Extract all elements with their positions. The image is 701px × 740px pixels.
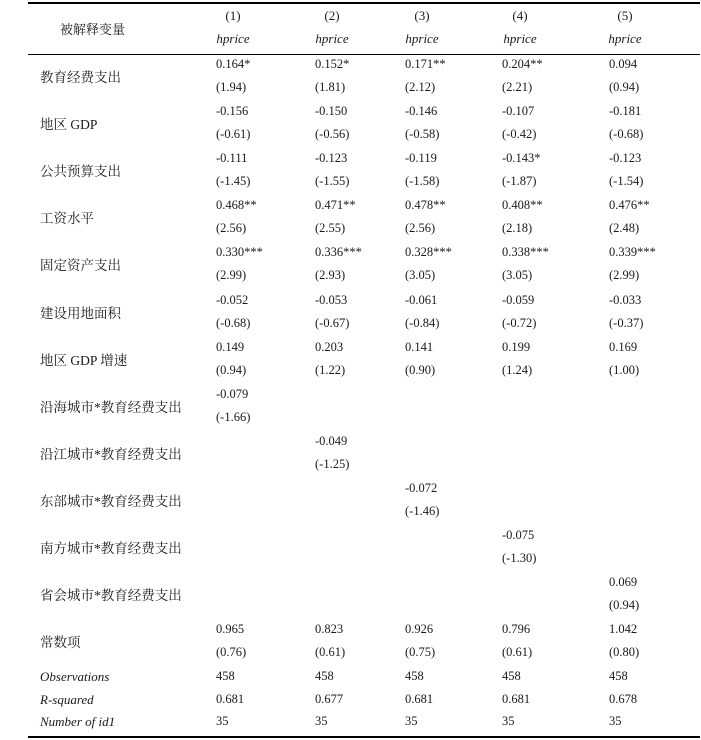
t-statistic-cell: (-1.30) bbox=[502, 551, 537, 565]
row-label: 地区 GDP bbox=[40, 117, 98, 133]
stat-value-cell: 458 bbox=[405, 669, 424, 683]
table-top-rule bbox=[28, 2, 700, 4]
coefficient-cell: 0.965 bbox=[216, 622, 245, 637]
t-statistic-cell: (-1.54) bbox=[609, 174, 644, 189]
t-statistic-cell: (0.80) bbox=[609, 645, 640, 660]
t-statistic-cell: (-1.58) bbox=[405, 174, 440, 189]
column-number-4: (4) bbox=[512, 8, 528, 23]
row-label: 公共预算支出 bbox=[40, 164, 121, 180]
coefficient-cell: 0.339*** bbox=[609, 245, 656, 260]
t-statistic-cell: (1.24) bbox=[502, 362, 533, 377]
t-statistic-cell: (0.94) bbox=[216, 362, 247, 377]
t-statistic-cell: (1.81) bbox=[315, 80, 346, 94]
stat-value-cell: 35 bbox=[609, 714, 622, 728]
coefficient-cell: -0.143* bbox=[502, 151, 541, 166]
coefficient-cell: 0.141 bbox=[405, 339, 434, 354]
t-statistic-cell: (-1.66) bbox=[216, 409, 251, 424]
t-statistic-cell: (1.22) bbox=[315, 362, 346, 377]
t-statistic-cell: (2.18) bbox=[502, 221, 533, 236]
t-statistic-cell: (2.99) bbox=[609, 268, 640, 283]
column-number-3: (3) bbox=[414, 8, 430, 23]
coefficient-cell: -0.150 bbox=[315, 104, 348, 119]
coefficient-cell: 0.823 bbox=[315, 622, 344, 637]
coefficient-cell: -0.052 bbox=[216, 292, 249, 307]
stat-value-cell: 35 bbox=[315, 714, 328, 728]
t-statistic-cell: (2.21) bbox=[502, 80, 533, 94]
t-statistic-cell: (0.75) bbox=[405, 645, 436, 660]
coefficient-cell: 0.408** bbox=[502, 198, 543, 213]
t-statistic-cell: (1.94) bbox=[216, 80, 247, 94]
column-dependent-var-5: hprice bbox=[608, 31, 642, 46]
column-number-2: (2) bbox=[324, 8, 340, 23]
stat-label: Number of id1 bbox=[40, 714, 116, 729]
coefficient-cell: -0.033 bbox=[609, 292, 642, 307]
coefficient-cell: 0.926 bbox=[405, 622, 434, 637]
header-label: 被解释变量 bbox=[60, 22, 126, 37]
row-label: 南方城市*教育经费支出 bbox=[40, 541, 182, 556]
coefficient-cell: -0.059 bbox=[502, 292, 535, 307]
coefficient-cell: -0.181 bbox=[609, 104, 642, 119]
t-statistic-cell: (-1.45) bbox=[216, 174, 251, 189]
coefficient-cell: 1.042 bbox=[609, 622, 638, 637]
column-number-5: (5) bbox=[617, 8, 633, 23]
t-statistic-cell: (-0.58) bbox=[405, 127, 440, 142]
coefficient-cell: -0.111 bbox=[216, 151, 248, 166]
coefficient-cell: -0.079 bbox=[216, 386, 249, 401]
coefficient-cell: 0.478** bbox=[405, 198, 446, 213]
coefficient-cell: 0.468** bbox=[216, 198, 257, 213]
stat-value-cell: 458 bbox=[216, 669, 235, 683]
coefficient-cell: 0.069 bbox=[609, 575, 638, 590]
t-statistic-cell: (2.99) bbox=[216, 268, 247, 283]
coefficient-cell: 0.336*** bbox=[315, 245, 362, 260]
coefficient-cell: -0.061 bbox=[405, 292, 438, 307]
stat-value-cell: 35 bbox=[405, 714, 418, 728]
t-statistic-cell: (-1.55) bbox=[315, 174, 350, 189]
t-statistic-cell: (2.56) bbox=[216, 221, 247, 236]
row-label: 沿江城市*教育经费支出 bbox=[40, 446, 182, 462]
row-label: 建设用地面积 bbox=[40, 305, 121, 321]
t-statistic-cell: (-0.42) bbox=[502, 127, 537, 142]
t-statistic-cell: (3.05) bbox=[405, 268, 436, 283]
t-statistic-cell: (-0.72) bbox=[502, 315, 537, 330]
coefficient-cell: 0.164* bbox=[216, 57, 251, 71]
stat-value-cell: 0.678 bbox=[609, 692, 638, 706]
row-label: 省会城市*教育经费支出 bbox=[40, 588, 182, 604]
coefficient-cell: 0.471** bbox=[315, 198, 356, 213]
coefficient-cell: 0.203 bbox=[315, 339, 344, 354]
regression-table bbox=[28, 0, 700, 740]
row-label: 地区 GDP 增速 bbox=[40, 352, 128, 368]
coefficient-cell: 0.199 bbox=[502, 339, 531, 354]
t-statistic-cell: (-1.87) bbox=[502, 174, 537, 189]
stat-value-cell: 0.677 bbox=[315, 692, 344, 706]
t-statistic-cell: (2.56) bbox=[405, 221, 436, 236]
t-statistic-cell: (-0.68) bbox=[609, 127, 644, 142]
row-label: 沿海城市*教育经费支出 bbox=[40, 399, 182, 415]
row-label: 东部城市*教育经费支出 bbox=[40, 493, 182, 509]
t-statistic-cell: (0.94) bbox=[609, 80, 640, 94]
column-dependent-var-2: hprice bbox=[315, 31, 349, 46]
t-statistic-cell: (0.76) bbox=[216, 645, 247, 660]
stat-value-cell: 35 bbox=[502, 714, 515, 728]
coefficient-cell: 0.149 bbox=[216, 339, 245, 354]
t-statistic-cell: (-0.56) bbox=[315, 127, 350, 142]
coefficient-cell: 0.338*** bbox=[502, 245, 549, 260]
stat-value-cell: 0.681 bbox=[502, 692, 531, 706]
t-statistic-cell: (2.55) bbox=[315, 221, 346, 236]
coefficient-cell: 0.476** bbox=[609, 198, 650, 213]
row-label: 工资水平 bbox=[40, 211, 94, 227]
coefficient-cell: -0.053 bbox=[315, 292, 348, 307]
t-statistic-cell: (0.94) bbox=[609, 598, 640, 613]
t-statistic-cell: (-0.67) bbox=[315, 315, 350, 330]
stat-value-cell: 458 bbox=[315, 669, 334, 683]
stat-value-cell: 0.681 bbox=[405, 692, 434, 706]
stat-value-cell: 0.681 bbox=[216, 692, 245, 706]
coefficient-cell: -0.049 bbox=[315, 433, 348, 448]
t-statistic-cell: (1.00) bbox=[609, 362, 640, 377]
row-label: 固定资产支出 bbox=[40, 258, 121, 274]
coefficient-cell: -0.123 bbox=[315, 151, 348, 166]
t-statistic-cell: (2.93) bbox=[315, 268, 346, 283]
coefficient-cell: 0.169 bbox=[609, 339, 638, 354]
column-dependent-var-1: hprice bbox=[216, 31, 250, 46]
coefficient-cell: 0.328*** bbox=[405, 245, 452, 260]
coefficient-cell: -0.107 bbox=[502, 104, 535, 119]
t-statistic-cell: (2.12) bbox=[405, 80, 436, 94]
column-number-1: (1) bbox=[225, 8, 241, 23]
t-statistic-cell: (-0.84) bbox=[405, 315, 440, 330]
t-statistic-cell: (-0.61) bbox=[216, 127, 251, 142]
coefficient-cell: 0.171** bbox=[405, 57, 446, 71]
t-statistic-cell: (2.48) bbox=[609, 221, 640, 236]
t-statistic-cell: (-1.46) bbox=[405, 503, 440, 518]
stat-label: R-squared bbox=[40, 692, 94, 707]
coefficient-cell: 0.094 bbox=[609, 57, 638, 71]
t-statistic-cell: (-0.37) bbox=[609, 315, 644, 330]
t-statistic-cell: (-1.25) bbox=[315, 456, 350, 471]
t-statistic-cell: (3.05) bbox=[502, 268, 533, 283]
stat-value-cell: 35 bbox=[216, 714, 229, 728]
column-dependent-var-4: hprice bbox=[503, 31, 537, 46]
coefficient-cell: -0.146 bbox=[405, 104, 438, 119]
coefficient-cell: -0.075 bbox=[502, 528, 535, 542]
t-statistic-cell: (0.61) bbox=[502, 645, 533, 660]
t-statistic-cell: (0.61) bbox=[315, 645, 346, 660]
coefficient-cell: 0.330*** bbox=[216, 245, 263, 260]
column-dependent-var-3: hprice bbox=[405, 31, 439, 46]
coefficient-cell: 0.796 bbox=[502, 622, 531, 637]
coefficient-cell: 0.204** bbox=[502, 57, 543, 71]
row-label: 教育经费支出 bbox=[40, 70, 121, 85]
stat-label: Observations bbox=[40, 669, 110, 684]
coefficient-cell: -0.156 bbox=[216, 104, 249, 119]
coefficient-cell: -0.123 bbox=[609, 151, 642, 166]
stat-value-cell: 458 bbox=[502, 669, 521, 683]
coefficient-cell: 0.152* bbox=[315, 57, 350, 71]
row-label: 常数项 bbox=[40, 635, 81, 651]
table-header-rule bbox=[28, 54, 700, 55]
stat-value-cell: 458 bbox=[609, 669, 628, 683]
table-bottom-rule bbox=[28, 736, 700, 738]
coefficient-cell: -0.072 bbox=[405, 480, 438, 495]
coefficient-cell: -0.119 bbox=[405, 151, 437, 166]
t-statistic-cell: (-0.68) bbox=[216, 315, 251, 330]
t-statistic-cell: (0.90) bbox=[405, 362, 436, 377]
